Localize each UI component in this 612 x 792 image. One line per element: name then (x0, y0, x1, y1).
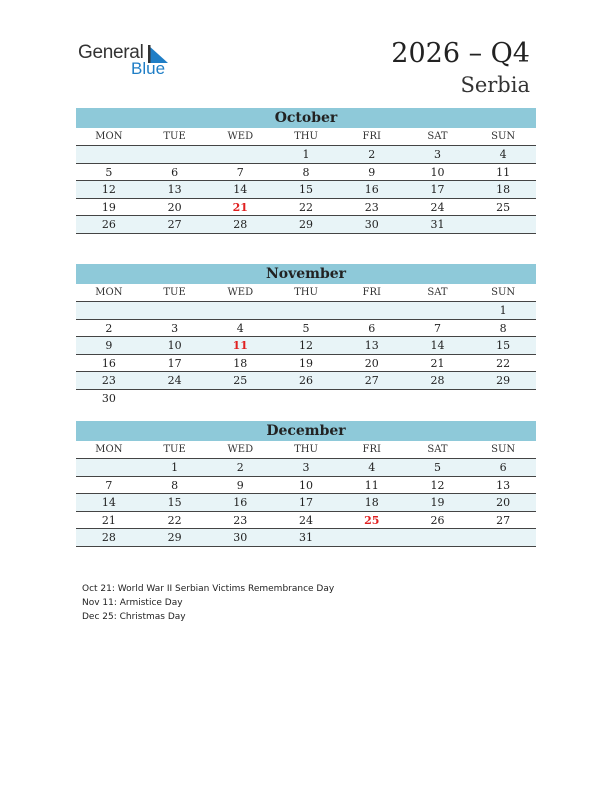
month-header: November (76, 264, 536, 284)
day-cell: 15 (496, 339, 511, 352)
day-cell (142, 302, 208, 319)
day-cell (405, 302, 471, 319)
day-cell: 31 (299, 531, 314, 544)
weekday-label: FRI (362, 287, 381, 298)
week-row (76, 494, 536, 512)
day-cell: 8 (302, 165, 310, 179)
day-cell: 27 (167, 218, 182, 231)
day-cell: 9 (236, 478, 244, 492)
holiday-day-cell: 25 (364, 513, 380, 527)
page-title: 2026 – Q4 (391, 38, 530, 69)
day-cell: 18 (364, 496, 379, 509)
day-cell: 5 (105, 165, 113, 179)
month-header: December (76, 421, 536, 441)
day-cell (207, 146, 273, 163)
day-cell: 26 (101, 218, 116, 231)
day-cell: 24 (299, 513, 314, 527)
day-cell: 12 (299, 339, 314, 352)
week-row (76, 477, 536, 495)
day-cell: 1 (499, 304, 507, 317)
day-cell: 30 (233, 531, 248, 544)
day-cell: 26 (430, 513, 445, 527)
day-cell (76, 146, 142, 163)
day-cell: 27 (496, 513, 511, 527)
weekday-label: SAT (427, 287, 448, 298)
week-row (76, 302, 536, 320)
day-cell (273, 390, 339, 407)
day-cell: 4 (499, 148, 507, 161)
day-cell: 6 (171, 165, 179, 179)
day-cell: 3 (302, 461, 310, 474)
logo-general-text: General (78, 42, 144, 63)
weekday-label: MON (95, 287, 123, 298)
day-cell (76, 302, 142, 319)
weekday-label: MON (95, 131, 123, 142)
day-cell: 4 (236, 321, 244, 335)
weekday-label: FRI (362, 131, 381, 142)
weekday-label: WED (227, 444, 254, 455)
day-cell: 28 (430, 374, 445, 387)
weekday-label: TUE (163, 444, 186, 455)
day-cell: 20 (364, 356, 379, 370)
logo-blue-text: Blue (131, 59, 166, 78)
day-cell: 11 (496, 165, 511, 179)
weekday-label: THU (294, 444, 318, 455)
holiday-day-cell: 21 (232, 200, 248, 214)
day-cell: 7 (433, 321, 441, 335)
weekday-label: SUN (491, 287, 516, 298)
day-cell: 4 (368, 461, 376, 474)
month-header: October (76, 108, 536, 128)
day-cell: 2 (236, 461, 244, 474)
day-cell: 16 (364, 183, 379, 196)
day-cell: 17 (167, 356, 182, 370)
day-cell: 9 (368, 165, 376, 179)
day-cell: 30 (364, 218, 379, 231)
week-row (76, 372, 536, 390)
day-cell: 5 (433, 461, 441, 474)
day-cell: 31 (430, 218, 445, 231)
day-cell: 17 (430, 183, 445, 196)
day-cell: 18 (496, 183, 511, 196)
day-cell: 14 (430, 339, 445, 352)
holiday-note: Oct 21: World War II Serbian Victims Remembrance Day (82, 584, 335, 594)
day-cell (207, 302, 273, 319)
weekday-label: FRI (362, 444, 381, 455)
day-cell: 2 (368, 148, 376, 161)
day-cell: 16 (101, 356, 116, 370)
weekday-label: SUN (491, 131, 516, 142)
day-cell (339, 390, 405, 407)
month-october (76, 108, 536, 234)
day-cell: 1 (171, 461, 179, 474)
day-cell: 28 (101, 531, 116, 544)
week-row (76, 390, 536, 407)
day-cell: 17 (299, 496, 314, 509)
month-december (76, 421, 536, 547)
week-row (76, 337, 536, 355)
day-cell (142, 146, 208, 163)
day-cell (207, 390, 273, 407)
week-row (76, 164, 536, 182)
week-row (76, 355, 536, 373)
country-name: Serbia (460, 73, 530, 97)
day-cell (339, 302, 405, 319)
day-cell (470, 216, 536, 233)
day-cell: 19 (430, 496, 445, 509)
day-cell (470, 529, 536, 546)
week-row (76, 512, 536, 530)
holiday-day-cell: 11 (232, 339, 248, 352)
week-row (76, 199, 536, 217)
day-cell: 14 (233, 183, 248, 196)
day-cell: 20 (496, 496, 511, 509)
day-cell: 27 (364, 374, 379, 387)
weekday-label: SUN (491, 444, 516, 455)
day-cell: 21 (430, 356, 445, 370)
day-cell: 22 (167, 513, 182, 527)
day-cell: 13 (364, 339, 379, 352)
day-cell: 6 (499, 461, 507, 474)
month-november (76, 264, 536, 406)
day-cell: 7 (236, 165, 244, 179)
week-row (76, 146, 536, 164)
weekday-header-row (76, 128, 536, 146)
day-cell: 10 (430, 165, 445, 179)
day-cell: 19 (299, 356, 314, 370)
day-cell: 8 (171, 478, 179, 492)
day-cell: 10 (167, 339, 182, 352)
holiday-notes (82, 582, 334, 624)
weekday-label: SAT (427, 444, 448, 455)
day-cell: 23 (233, 513, 248, 527)
day-cell: 3 (433, 148, 441, 161)
holiday-note: Dec 25: Christmas Day (82, 612, 186, 622)
day-cell: 11 (364, 478, 379, 492)
day-cell: 8 (499, 321, 507, 335)
generalblue-logo (78, 40, 178, 80)
day-cell: 15 (299, 183, 314, 196)
weekday-label: TUE (163, 131, 186, 142)
holiday-note: Nov 11: Armistice Day (82, 598, 183, 608)
day-cell (470, 390, 536, 407)
day-cell: 7 (105, 478, 113, 492)
week-row (76, 216, 536, 234)
day-cell: 13 (496, 478, 511, 492)
day-cell: 14 (101, 496, 116, 509)
day-cell: 5 (302, 321, 310, 335)
week-row (76, 459, 536, 477)
week-row (76, 320, 536, 338)
day-cell: 29 (299, 218, 314, 231)
day-cell: 29 (496, 374, 511, 387)
day-cell: 29 (167, 531, 182, 544)
weekday-label: MON (95, 444, 123, 455)
day-cell: 13 (167, 183, 182, 196)
day-cell: 26 (299, 374, 314, 387)
day-cell: 28 (233, 218, 248, 231)
day-cell (405, 390, 471, 407)
day-cell: 25 (496, 200, 511, 214)
day-cell: 15 (167, 496, 182, 509)
weekday-label: THU (294, 131, 318, 142)
day-cell: 2 (105, 321, 113, 335)
day-cell: 9 (105, 339, 113, 352)
day-cell (339, 529, 405, 546)
day-cell: 22 (299, 200, 314, 214)
day-cell: 24 (167, 374, 182, 387)
weekday-header-row (76, 441, 536, 459)
day-cell: 6 (368, 321, 376, 335)
day-cell: 19 (101, 200, 116, 214)
day-cell: 24 (430, 200, 445, 214)
weekday-header-row (76, 284, 536, 302)
day-cell: 10 (299, 478, 314, 492)
day-cell (142, 390, 208, 407)
day-cell: 22 (496, 356, 511, 370)
weekday-label: TUE (163, 287, 186, 298)
day-cell: 20 (167, 200, 182, 214)
day-cell: 23 (364, 200, 379, 214)
day-cell: 12 (101, 183, 116, 196)
day-cell (76, 459, 142, 476)
day-cell (405, 529, 471, 546)
week-row (76, 181, 536, 199)
day-cell: 18 (233, 356, 248, 370)
day-cell: 12 (430, 478, 445, 492)
week-row (76, 529, 536, 547)
day-cell: 23 (101, 374, 116, 387)
day-cell: 3 (171, 321, 179, 335)
day-cell (273, 302, 339, 319)
day-cell: 25 (233, 374, 248, 387)
weekday-label: WED (227, 131, 254, 142)
day-cell: 16 (233, 496, 248, 509)
day-cell: 21 (101, 513, 116, 527)
day-cell: 1 (302, 148, 310, 161)
day-cell: 30 (101, 391, 116, 405)
weekday-label: WED (227, 287, 254, 298)
weekday-label: SAT (427, 131, 448, 142)
weekday-label: THU (294, 287, 318, 298)
